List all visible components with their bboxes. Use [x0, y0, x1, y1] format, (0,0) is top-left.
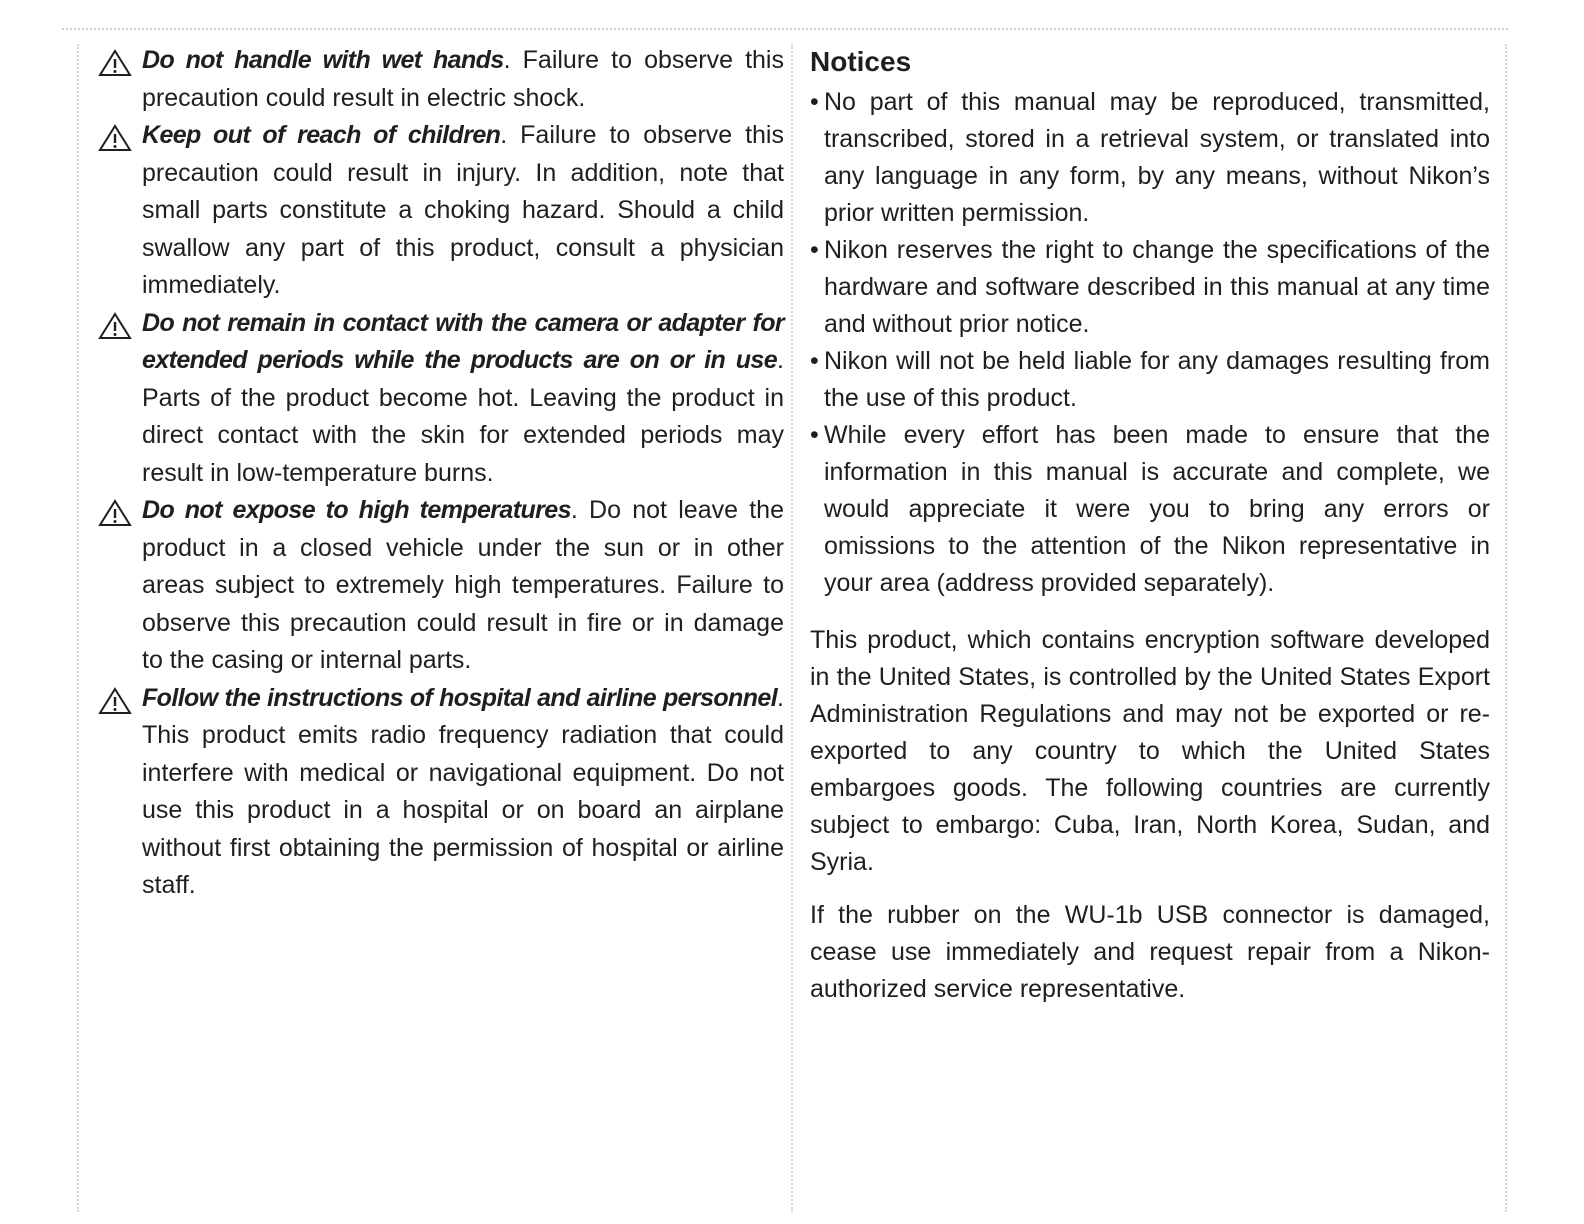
left-gutter-dots: [77, 44, 79, 1212]
notice-item: [810, 232, 1490, 343]
warning-triangle-icon: [98, 124, 132, 152]
warning-triangle-icon: [98, 499, 132, 527]
warning-body: . This product emits radio frequency radiation that could interfere with medical or navigational equipment. Do not use this product in a hospital or on board an airplane without first obtaining the permission of hospital or airline staff.: [142, 683, 784, 899]
notice-item: [810, 84, 1490, 232]
warning-lead: Do not remain in contact with the camera or adapter for extended periods while the products are on or in use: [142, 308, 784, 374]
warning-lead: Do not expose to high temperatures: [142, 496, 571, 524]
warning-lead: Do not handle with wet hands: [142, 46, 504, 74]
warning-item: [98, 117, 784, 305]
bullet-icon: •: [810, 421, 819, 449]
warning-item: [98, 42, 784, 117]
warning-body: . Failure to observe this precaution could result in electric shock.: [142, 46, 784, 112]
notices-heading: Notices: [810, 46, 912, 77]
notice-text: Nikon reserves the right to change the specifications of the hardware and software described in this manual at any time and without prior notice.: [824, 236, 1490, 338]
warning-lead: Keep out of reach of children: [142, 121, 501, 149]
center-gutter-dots: [791, 44, 793, 1212]
notice-item: [810, 343, 1490, 417]
notice-text: While every effort has been made to ensure that the information in this manual is accurate and complete, we would appreciate it were you to bring any errors or omissions to the attention of the Nikon representative in your area (address provided separately).: [824, 421, 1490, 597]
warning-body: . Parts of the product become hot. Leaving the product in direct contact with the skin for extended periods may result in low-temperature burns.: [142, 346, 784, 487]
export-notice-paragraph: This product, which contains encryption software developed in the United States, is controlled by the United States Export Administration Regulations and may not be exported or re-exported to any country to which the United States embargoes goods. The following countries are currently subject to embargo: Cuba, Iran, North Korea, Sudan, and Syria.: [810, 626, 1490, 876]
warning-item: [98, 305, 784, 493]
bullet-icon: •: [810, 236, 819, 264]
warning-item: [98, 680, 784, 905]
warning-lead: Follow the instructions of hospital and airline personnel: [142, 683, 778, 712]
usb-connector-paragraph: If the rubber on the WU-1b USB connector is damaged, cease use immediately and request repair from a Nikon-authorized service representative.: [810, 901, 1490, 1003]
warning-item: [98, 492, 784, 680]
bullet-icon: •: [810, 88, 819, 116]
warnings-column: [98, 42, 784, 905]
scan-edge-top: [62, 28, 1508, 30]
warning-body: . Failure to observe this precaution could result in injury. In addition, note that small parts constitute a choking hazard. Should a child swallow any part of this product, consult a physician immediately.: [142, 121, 784, 299]
notices-column: [810, 42, 1490, 1008]
warning-triangle-icon: [98, 687, 132, 715]
notices-list: [810, 84, 1490, 602]
warning-triangle-icon: [98, 312, 132, 340]
notice-text: No part of this manual may be reproduced, transmitted, transcribed, stored in a retrieval system, or translated into any language in any form, by any means, without Nikon’s prior written permission.: [824, 88, 1490, 227]
notice-text: Nikon will not be held liable for any damages resulting from the use of this product.: [824, 347, 1490, 412]
right-gutter-dots: [1505, 44, 1507, 1212]
notice-item: [810, 417, 1490, 602]
warning-triangle-icon: [98, 49, 132, 77]
bullet-icon: •: [810, 347, 819, 375]
warning-body: . Do not leave the product in a closed vehicle under the sun or in other areas subject to extremely high temperatures. Failure to observe this precaution could result in fire or in damage to the casing or internal parts.: [142, 496, 784, 674]
